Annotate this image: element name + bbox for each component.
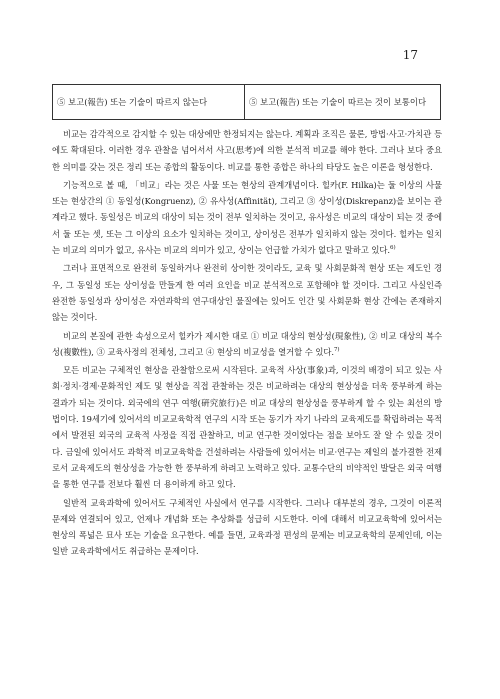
paragraph-text: 모든 비교는 구체적인 현상을 관찰함으로써 시작된다. 교육적 사상(事象)과, 이것의 배경이 되고 있는 사회·정치·경제·문화적인 제도 및 현상을 직접 관찰하는 것은 비교하려는 대상의 현상성을 더욱 풍부하게 하는 결과가 되는 것이다. 외국에의 연구 여행(硏究旅行)은 비교 대상의 현상성을 풍부하게 할 수 있는 최선의 방법이다. 19세기에 있어서의 비교교육학적 연구의 시작 또는 동기가 자기 나라의 교육제도를 확립하려는 목적에서 발전된 외국의 교육적 사정을 직접 관찰하고, 비교 연구한 것이었다는 점을 보아도 잘 알 수 있을 것이다. 금일에 있어서도 과학적 비교교육학을 건설하려는 사람들에 있어서는 비교·연구는 제일의 불가결한 전제로서 교육제도의 현상성을 가능한 한 풍부하게 하려고 노력하고 있다. 교통수단의 비약적인 발달은 외국 여행을 통한 연구를 전보다 훨씬 더 용이하게 하고 있다. (52, 365, 442, 490)
paragraph-text: 기능적으로 볼 때, 「비교」라는 것은 사물 또는 현상의 관계개념이다. 힐카(F. Hilka)는 둘 이상의 사물 또는 현상간의 ① 동일성(Kongruenz), ② 유사성(Affinität), 그리고 ③ 상이성(Diskrepanz)을 보이는 관계라고 했다. 동일성은 비교의 대상이 되는 것이 전부 일치하는 것이고, 유사성은 비교의 대상이 되는 것 중에서 둘 또는 셋, 또는 그 이상의 요소가 일치하는 것이고, 상이성은 전부가 일치하지 않는 것이다. 힐카는 일치는 비교의 의미가 없고, 유사는 비교의 의미가 있고, 상이는 언급할 가치가 없다고 말하고 있다. (52, 179, 442, 256)
paragraph (52, 260, 442, 325)
paragraph (52, 495, 442, 560)
page-number: 17 (402, 48, 418, 62)
comparison-table (52, 84, 441, 120)
paragraph-text: 일반적 교육과학에 있어서도 구체적인 사실에서 연구를 시작한다. 그러나 대부분의 경우, 그것이 이론적 문제와 연결되어 있고, 언제나 개념화 또는 추상화를 성급히 시도한다. 이에 대해서 비교교육학에 있어서는 현상의 폭넓은 묘사 또는 기술을 요구한다. 예를 들면, 교육과정 편성의 문제는 비교교육학의 문제인데, 이는 일반 교육과학에서도 취급하는 문제이다. (52, 497, 442, 557)
paragraph (52, 177, 442, 258)
footnote-marker: 6) (390, 245, 396, 252)
table-cell-left: ⑤ 보고(報告) 또는 기술이 따르지 않는다 (53, 85, 245, 120)
paragraph-text: 그러나 표면적으로 완전히 동일하거나 완전히 상이한 것이라도, 교육 및 사회문화적 현상 또는 제도인 경우, 그 동일성 또는 상이성을 만들게 한 여러 요인을 비교 분석적으로 포함해야 할 것이다. 그리고 사실인즉 완전한 동일성과 상이성은 자연과학의 연구대상인 물질에는 있어도 인간 및 사회문화 현상 간에는 존재하지 않는 것이다. (52, 263, 442, 323)
paragraph-text: 비교의 본질에 관한 속성으로서 힐카가 제시한 대로 ① 비교 대상의 현상성(現象性), ② 비교 대상의 복수성(複數性), ③ 교육사정의 전체성, 그리고 ④ 현상의 비교성을 열거할 수 있다. (52, 330, 442, 357)
table-row (53, 85, 441, 120)
paragraph (52, 126, 442, 175)
paragraph (52, 328, 442, 361)
paragraph-text: 비교는 감각적으로 감지할 수 있는 대상에만 한정되지는 않는다. 계획과 조직은 물론, 방법·사고·가치관 등에도 확대된다. 이러한 경우 관찰을 넘어서서 사고(思考)에 의한 분석적 비교를 해야 한다. 그러나 보다 중요한 의미를 갖는 것은 정리 또는 종합의 활동이다. 비교를 통한 종합은 하나의 타당도 높은 이론을 형성한다. (52, 129, 442, 172)
footnote-marker: 7) (333, 347, 340, 354)
table-cell-right: ⑤ 보고(報告) 또는 기술이 따르는 것이 보통이다 (245, 85, 441, 120)
body-text (52, 126, 442, 562)
paragraph (52, 362, 442, 492)
